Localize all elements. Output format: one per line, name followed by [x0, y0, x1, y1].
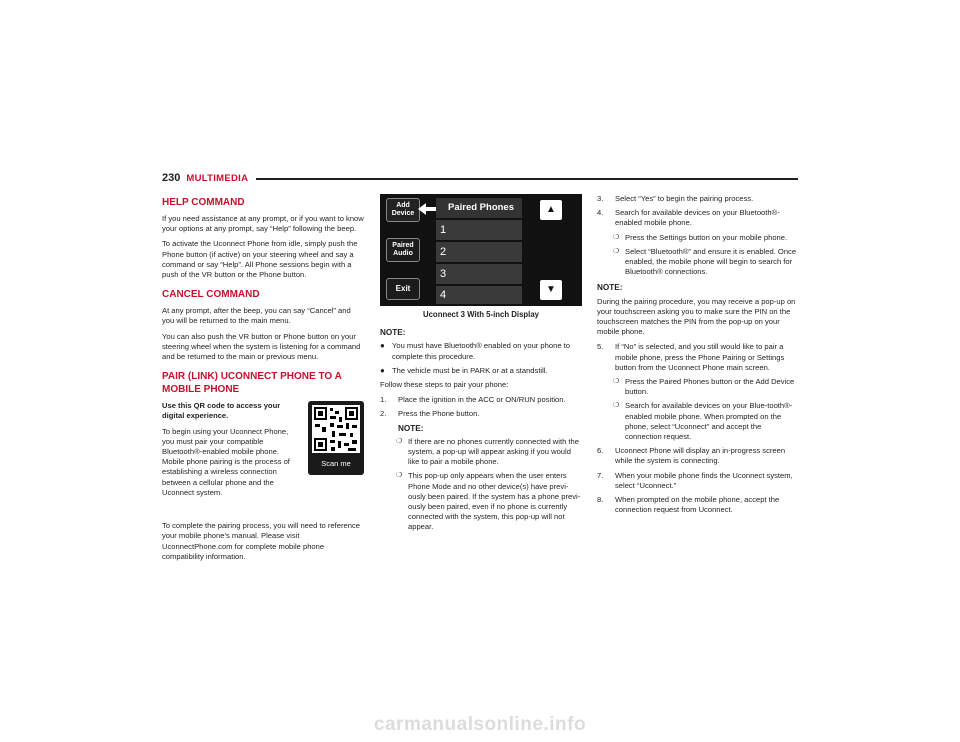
help-paragraph-1: If you need assistance at any prompt, or if you want to know your options at any prompt, say “Help” following the beep.: [162, 214, 364, 234]
step5-sub-bullet: ❍ Press the Paired Phones button or the Add Device button.: [613, 377, 795, 397]
step-3: 3. Select “Yes” to begin the pairing process.: [597, 194, 754, 203]
figure-caption: Uconnect 3 With 5-inch Display: [422, 310, 540, 319]
circle-bullet-icon: ❍: [613, 402, 620, 410]
step2-note-bullet: ❍ This pop-up only appears when the user enters Phone Mode and no other device(s) have previ-ously been paired. If the system has a phone previ-ously been paired, even if no phone is currently connected with the system, this pop-up will not appear.: [396, 471, 581, 532]
uconnect-screen-figure: [380, 194, 582, 306]
page-header: [162, 170, 798, 186]
help-paragraph-2: To activate the Uconnect Phone from idle, simply push the Phone button (if active) on your steering wheel and say a command or say “Help”. All Phone sessions begin with a push of the VR button or the Phone button.: [162, 239, 358, 280]
circle-bullet-icon: ❍: [396, 437, 403, 445]
help-command-heading: HELP COMMAND: [162, 197, 245, 208]
qr-block: [162, 401, 364, 521]
step-5: 5. If “No” is selected, and you still would like to pair a mobile phone, press the Phone Pairing or Settings button from the Uconnect Phone main screen.: [597, 342, 785, 372]
section-name: MULTIMEDIA: [186, 172, 249, 184]
watermark-link[interactable]: carmanualsonline.info: [373, 714, 587, 735]
cancel-command-heading: CANCEL COMMAND: [162, 289, 260, 301]
note-bullet: [380, 366, 582, 376]
circle-bullet-icon: ❍: [613, 247, 620, 255]
paired-phones-title: Paired Phones: [436, 198, 522, 218]
note-bullet-text: The vehicle must be in PARK or at a standstill.: [392, 365, 548, 375]
scroll-up-icon[interactable]: ▲: [540, 200, 562, 220]
step5-sub-bullet: ❍ Search for available devices on your Blue-tooth®-enabled mobile phone. When prompted on the phone, select “Uconnect” and accept the connection request.: [613, 401, 793, 442]
step-1: 1. Place the ignition in the ACC or ON/RUN position.: [380, 395, 566, 405]
phone-row-3[interactable]: 3: [436, 264, 522, 284]
column-middle: [380, 194, 582, 537]
pin-note-text: During the pairing procedure, you may receive a pop-up on your touchscreen asking you to make sure the PIN on the touchscreen matches the PIN from the pop-up on your mobile phone.: [597, 296, 796, 337]
cancel-paragraph-2: You can also push the VR button or Phone button on your steering wheel when the system is listening for a command and be returned to the main or previous menu.: [162, 331, 361, 362]
scroll-down-icon[interactable]: ▼: [540, 280, 562, 300]
add-device-button[interactable]: Add Device: [386, 198, 420, 222]
step-2: 2. Press the Phone button.: [380, 409, 480, 419]
exit-button[interactable]: Exit: [386, 278, 420, 300]
column-right: [597, 194, 799, 519]
circle-bullet-icon: ❍: [613, 378, 620, 386]
phone-row-1[interactable]: 1: [436, 220, 522, 240]
step2-note-label: NOTE:: [398, 423, 424, 433]
header-rule: [256, 178, 798, 180]
note-label: NOTE:: [380, 328, 406, 338]
pair-paragraph-1: To begin using your Uconnect Phone, you must pair your compatible Bluetooth®-enabled mobile phone. Mobile phone pairing is the process of establishing a wireless connection between a cellular phone and the Uconnect system.: [162, 426, 290, 497]
paired-audio-button[interactable]: Paired Audio: [386, 238, 420, 262]
circle-bullet-icon: ❍: [396, 472, 403, 480]
step-7: 7. When your mobile phone finds the Uconnect system, select “Uconnect.”: [597, 470, 793, 490]
follow-steps-text: Follow these steps to pair your phone:: [380, 380, 509, 390]
pair-phone-heading: PAIR (LINK) UCONNECT PHONE TO A MOBILE PHONE: [162, 371, 342, 396]
cancel-paragraph-1: At any prompt, after the beep, you can say “Cancel” and you will be returned to the main menu.: [162, 306, 351, 326]
qr-instruction: Use this QR code to access your digital experience.: [162, 401, 281, 421]
step4-sub-bullet: ❍ Select “Bluetooth®” and ensure it is enabled. Once enabled, the mobile phone will begin to search for Bluetooth® connections.: [613, 246, 797, 277]
step-4: 4. Search for available devices on your Bluetooth®-enabled mobile phone.: [597, 208, 780, 228]
circle-bullet-icon: ❍: [613, 233, 620, 241]
bullet-icon: ●: [380, 341, 385, 351]
phone-row-4[interactable]: 4: [436, 286, 522, 304]
step-8: 8. When prompted on the mobile phone, accept the connection request from Uconnect.: [597, 495, 780, 515]
step-6: 6. Uconnect Phone will display an in-progress screen while the system is connecting.: [597, 446, 786, 466]
phone-row-2[interactable]: 2: [436, 242, 522, 262]
note-bullet-text: You must have Bluetooth® enabled on your phone to complete this procedure.: [392, 341, 570, 361]
column-left: [162, 194, 364, 567]
bullet-icon: ●: [380, 365, 385, 375]
note-bullet: [380, 341, 582, 361]
qr-code[interactable]: [308, 401, 364, 475]
step2-note-bullet: ❍ If there are no phones currently connected with the system, a pop-up will appear asking if you would like to pair a mobile phone.: [396, 436, 579, 467]
page-number: 230: [162, 172, 181, 184]
note-label: NOTE:: [597, 283, 623, 293]
pair-paragraph-2: To complete the pairing process, you will need to reference your mobile phone’s manual. Please visit UconnectPhone.com for complete mobile phone compatibility information.: [162, 521, 360, 561]
qr-code-image: [312, 405, 360, 453]
scan-me-label: Scan me: [321, 459, 351, 469]
step4-sub-bullet: ❍ Press the Settings button on your mobile phone.: [613, 232, 788, 242]
